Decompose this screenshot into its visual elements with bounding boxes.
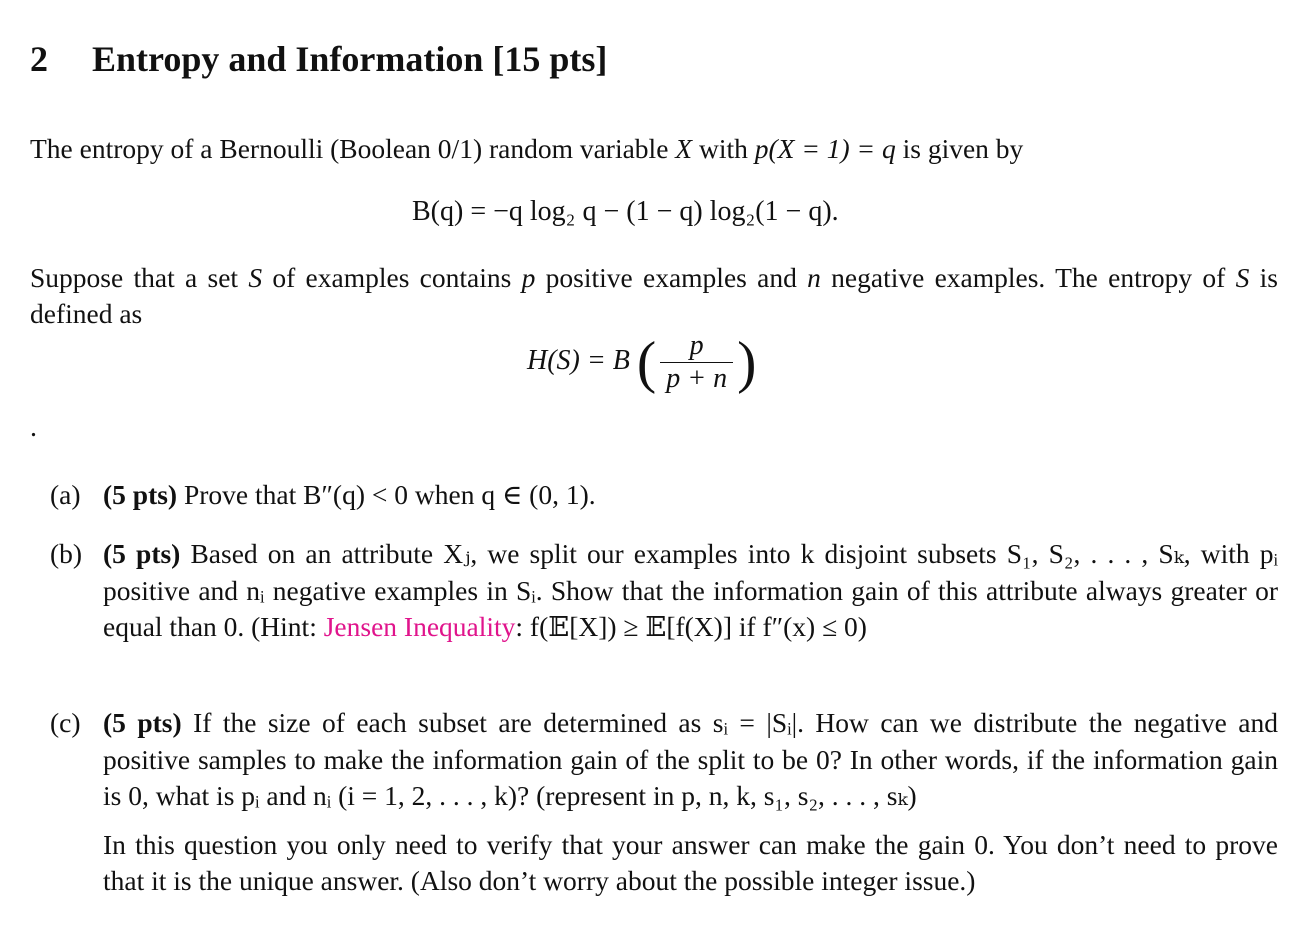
equation-h-lhs: H(S) = B — [527, 344, 630, 376]
left-paren: ( — [636, 329, 657, 395]
set-text-4: negative examples. The entropy of — [820, 262, 1236, 293]
intro-var: X — [675, 133, 693, 164]
jensen-inequality-link[interactable]: Jensen Inequality — [323, 611, 516, 642]
intro-text: The entropy of a Bernoulli (Boolean 0/1) random variable — [30, 133, 676, 164]
set-var-p: p — [521, 262, 536, 293]
part-b-points: (5 pts) — [103, 538, 181, 569]
trailing-dot: . — [30, 412, 37, 443]
part-a-points: (5 pts) — [103, 479, 178, 510]
part-c-note: In this question you only need to verify that your answer can make the gain 0. You don’t need to prove that it is the unique answer. (Also don’t worry about the possible integer issue.) — [103, 828, 1278, 896]
set-text-5: is defined as — [30, 262, 1278, 329]
part-a-label: (a) — [50, 479, 81, 510]
intro-text-after: is given by — [895, 133, 1024, 164]
fraction-numerator: p — [660, 330, 733, 363]
intro-prob-expr: p(X = 1) = q — [754, 133, 896, 164]
section-heading — [30, 38, 607, 80]
part-c-points: (5 pts) — [103, 707, 182, 738]
set-var-s: S — [248, 262, 263, 293]
part-a — [50, 477, 1278, 514]
right-paren: ) — [737, 329, 757, 395]
fraction-denominator: p + n — [666, 363, 728, 394]
equation-bernoulli-entropy: B(q) = −q log₂ q − (1 − q) log₂(1 − q). — [412, 196, 839, 227]
set-text-3: positive examples and — [535, 262, 808, 293]
section-title: Entropy and Information [15 pts] — [92, 39, 608, 79]
part-b-text-1: Based on an attribute Xⱼ, we split our examples into k disjoint subsets S₁, S₂, . . . , Sₖ, with pᵢ positive and nᵢ negative examples in Sᵢ. Show that the information gain of this attribute always greater or equal than 0. (Hint: — [103, 538, 1278, 642]
set-var-n: n — [807, 262, 821, 293]
part-c-text: If the size of each subset are determined as sᵢ = |Sᵢ|. How can we distribute the negative and positive samples to make the information gain of the split to be 0? In other words, if the information gain is 0, what is pᵢ and nᵢ (i = 1, 2, . . . , k)? (represent in p, n, k, s₁, s₂, . . . , sₖ) — [103, 707, 1278, 811]
part-b-text-2: : f(𝔼[X]) ≥ 𝔼[f(X)] if f″(x) ≤ 0) — [515, 611, 867, 642]
fraction — [660, 330, 733, 395]
set-paragraph — [30, 260, 1278, 332]
intro-text-with: with — [692, 133, 755, 164]
equation-set-entropy — [527, 330, 756, 395]
part-c-label: (c) — [50, 707, 81, 738]
part-c — [50, 705, 1278, 900]
section-number: 2 — [30, 39, 48, 79]
part-b-label: (b) — [50, 538, 83, 569]
set-var-s2: S — [1235, 262, 1250, 293]
set-text-2: of examples contains — [262, 262, 522, 293]
part-a-text: Prove that B″(q) < 0 when q ∈ (0, 1). — [177, 479, 596, 510]
set-text-1: Suppose that a set — [30, 262, 249, 293]
intro-paragraph — [30, 131, 1023, 167]
part-b — [50, 536, 1278, 646]
